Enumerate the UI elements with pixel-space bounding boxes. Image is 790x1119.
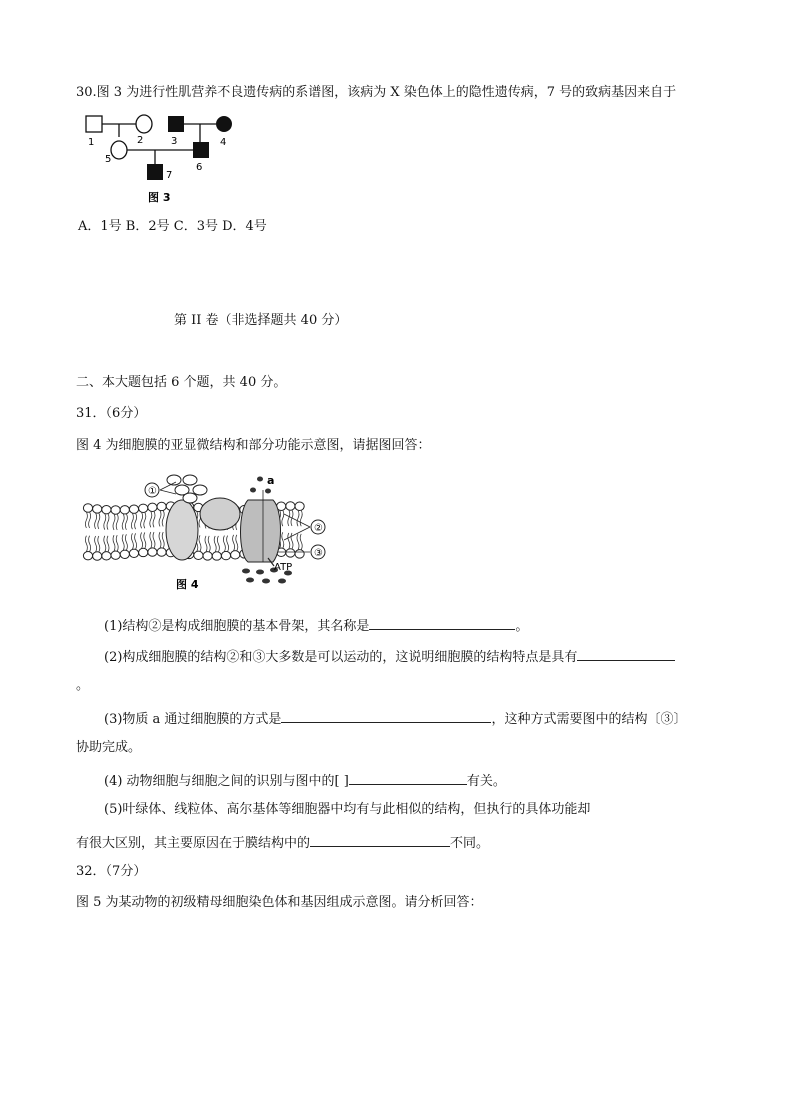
q31-sub3-answer-blank[interactable]	[281, 708, 491, 723]
lipid-tail	[131, 513, 133, 529]
phospholipid-head	[129, 505, 138, 513]
lipid-tail	[223, 536, 225, 552]
q30-stem: 30.图 3 为进行性肌营养不良遗传病的系谱图，该病为 X 染色体上的隐性遗传病，7 号的致病基因来自于	[76, 85, 677, 100]
q31-sub1-text: (1)结构②是构成细胞膜的基本骨架，其名称是	[104, 619, 370, 634]
q31-sub4-answer-blank[interactable]	[349, 770, 467, 785]
q31-number: 31．（6分）	[76, 406, 147, 421]
lipid-tail	[116, 535, 118, 551]
glycoprotein-chain	[167, 475, 207, 503]
lipid-tail	[113, 514, 115, 530]
lipid-tail	[282, 532, 284, 548]
phospholipid-head	[295, 502, 304, 510]
pedigree-figure	[80, 112, 250, 207]
q31-sub3-text: (3)物质 a 通过细胞膜的方式是	[104, 712, 282, 727]
lipid-tail	[141, 532, 143, 548]
membrane-label-1: ①	[148, 486, 157, 497]
lipid-tail	[85, 512, 87, 528]
lipid-tail	[116, 514, 118, 530]
lipid-tail	[89, 512, 91, 528]
atp-label: ATP	[274, 562, 293, 573]
phospholipid-head	[83, 551, 92, 559]
pedigree-label-3: 3	[171, 136, 178, 147]
phospholipid-head	[231, 551, 240, 559]
lipid-tail	[113, 535, 115, 551]
q31-sub2-answer-blank[interactable]	[577, 646, 675, 661]
lipid-tail	[153, 511, 155, 527]
lipid-tail	[199, 535, 201, 551]
q31-sub1-end: 。	[515, 619, 529, 634]
lipid-tail	[159, 532, 161, 548]
membrane-label-2: ②	[314, 523, 323, 534]
membrane-protein-peripheral	[200, 498, 240, 530]
lipid-tail	[144, 512, 146, 528]
lipid-tail	[150, 511, 152, 527]
phospholipid-head	[203, 552, 212, 560]
lipid-tail	[300, 534, 302, 550]
q31-sub1-answer-blank[interactable]	[369, 615, 515, 630]
lipid-tail	[122, 514, 124, 530]
lipid-tail	[141, 512, 143, 528]
pedigree-label-7: 7	[166, 170, 173, 181]
lipid-tail	[150, 532, 152, 548]
pedigree-label-2: 2	[137, 135, 144, 146]
lipid-tail	[98, 536, 100, 552]
phospholipid-head	[286, 502, 295, 510]
lipid-tail	[288, 533, 290, 549]
figure-4-caption: 图 4	[176, 578, 199, 591]
membrane-label-3: ③	[314, 548, 323, 559]
lipid-tail	[162, 532, 164, 548]
part2-heading: 第 II 卷（非选择题共 40 分）	[174, 313, 348, 328]
phospholipid-head	[139, 548, 148, 556]
figure-3-caption: 图 3	[148, 191, 171, 204]
phospholipid-head	[194, 551, 203, 559]
lipid-tail	[300, 510, 302, 526]
q31-sub3-text-after: ，这种方式需要图中的结构〔③〕	[491, 712, 687, 727]
q31-sub1	[104, 615, 528, 636]
cell-membrane-figure	[78, 470, 338, 595]
lipid-tail	[217, 536, 219, 552]
phospholipid-head	[83, 504, 92, 512]
lipid-tail	[205, 536, 207, 552]
lipid-tail	[135, 513, 137, 529]
phospholipid-head	[148, 503, 157, 511]
q31-sub4-end: 有关。	[466, 774, 506, 789]
lipid-tail	[125, 534, 127, 550]
q31-sub5-line1: (5)叶绿体、线粒体、高尔基体等细胞器中均有与此相似的结构，但执行的具体功能却	[104, 802, 591, 817]
lipid-tail	[95, 513, 97, 529]
lipid-tail	[107, 536, 109, 552]
pedigree-label-6: 6	[196, 162, 203, 173]
lipid-tail	[236, 535, 238, 551]
lipid-tail	[89, 536, 91, 552]
lipid-tail	[297, 510, 299, 526]
q30-options: A．1号 B．2号 C．3号 D．4号	[78, 219, 267, 234]
q32-stem: 图 5 为某动物的初级精母细胞染色体和基因组成示意图。请分析回答：	[76, 895, 483, 910]
pedigree-label-4: 4	[220, 137, 227, 148]
phospholipid-head	[139, 504, 148, 512]
lipid-tail	[227, 536, 229, 552]
membrane-protein-left	[166, 500, 198, 560]
phospholipid-head	[93, 552, 102, 560]
lipid-tail	[85, 536, 87, 552]
phospholipid-head	[111, 506, 120, 514]
phospholipid-head	[129, 549, 138, 557]
phospholipid-head	[212, 552, 221, 560]
q31-sub3-end: 协助完成。	[76, 740, 142, 755]
lipid-tail	[153, 532, 155, 548]
phospholipid-head	[295, 550, 304, 558]
lipid-tail	[297, 534, 299, 550]
substance-a-label: a	[267, 474, 275, 487]
lipid-tail	[131, 533, 133, 549]
q31-sub4-text: (4) 动物细胞与细胞之间的识别与图中的[ ]	[104, 774, 349, 789]
pedigree-label-5: 5	[105, 154, 112, 165]
phospholipid-head	[120, 506, 129, 514]
q31-sub2	[104, 646, 675, 667]
phospholipid-head	[286, 549, 295, 557]
phospholipid-head	[157, 502, 166, 510]
phospholipid-head	[157, 548, 166, 556]
lipid-tail	[125, 514, 127, 530]
phospholipid-head	[93, 505, 102, 513]
lipid-tail	[95, 536, 97, 552]
lipid-tail	[288, 510, 290, 526]
q31-sub3	[104, 708, 686, 729]
phospholipid-head	[102, 505, 111, 513]
phospholipid-head	[148, 548, 157, 556]
q32-number: 32．（7分）	[76, 864, 147, 879]
lipid-tail	[159, 510, 161, 526]
lipid-tail	[104, 536, 106, 552]
carrier-protein	[241, 500, 281, 562]
lipid-tail	[214, 536, 216, 552]
q31-stem: 图 4 为细胞膜的亚显微结构和部分功能示意图，请据图回答：	[76, 438, 431, 453]
q31-sub5-answer-blank[interactable]	[310, 832, 450, 847]
q31-sub5-end: 不同。	[450, 836, 490, 851]
lipid-tail	[104, 514, 106, 530]
phospholipid-head	[221, 551, 230, 559]
pedigree-label-1: 1	[88, 137, 95, 148]
q31-sub5-text: 有很大区别，其主要原因在于膜结构中的	[76, 836, 311, 851]
phospholipid-head	[102, 552, 111, 560]
lipid-tail	[282, 510, 284, 526]
part2-intro: 二、本大题包括 6 个题，共 40 分。	[76, 375, 287, 390]
lipid-tail	[122, 534, 124, 550]
q31-sub4	[104, 770, 506, 791]
lipid-tail	[135, 533, 137, 549]
phospholipid-head	[120, 550, 129, 558]
lipid-tail	[208, 536, 210, 552]
lipid-tail	[107, 514, 109, 530]
lipid-tail	[162, 510, 164, 526]
phospholipid-head	[111, 551, 120, 559]
lipid-tail	[144, 532, 146, 548]
lipid-tail	[233, 535, 235, 551]
q31-sub2-end: 。	[76, 678, 90, 693]
q31-sub2-text: (2)构成细胞膜的结构②和③大多数是可以运动的，这说明细胞膜的结构特点是具有	[104, 650, 578, 665]
q31-sub5	[76, 832, 489, 853]
lipid-tail	[98, 513, 100, 529]
